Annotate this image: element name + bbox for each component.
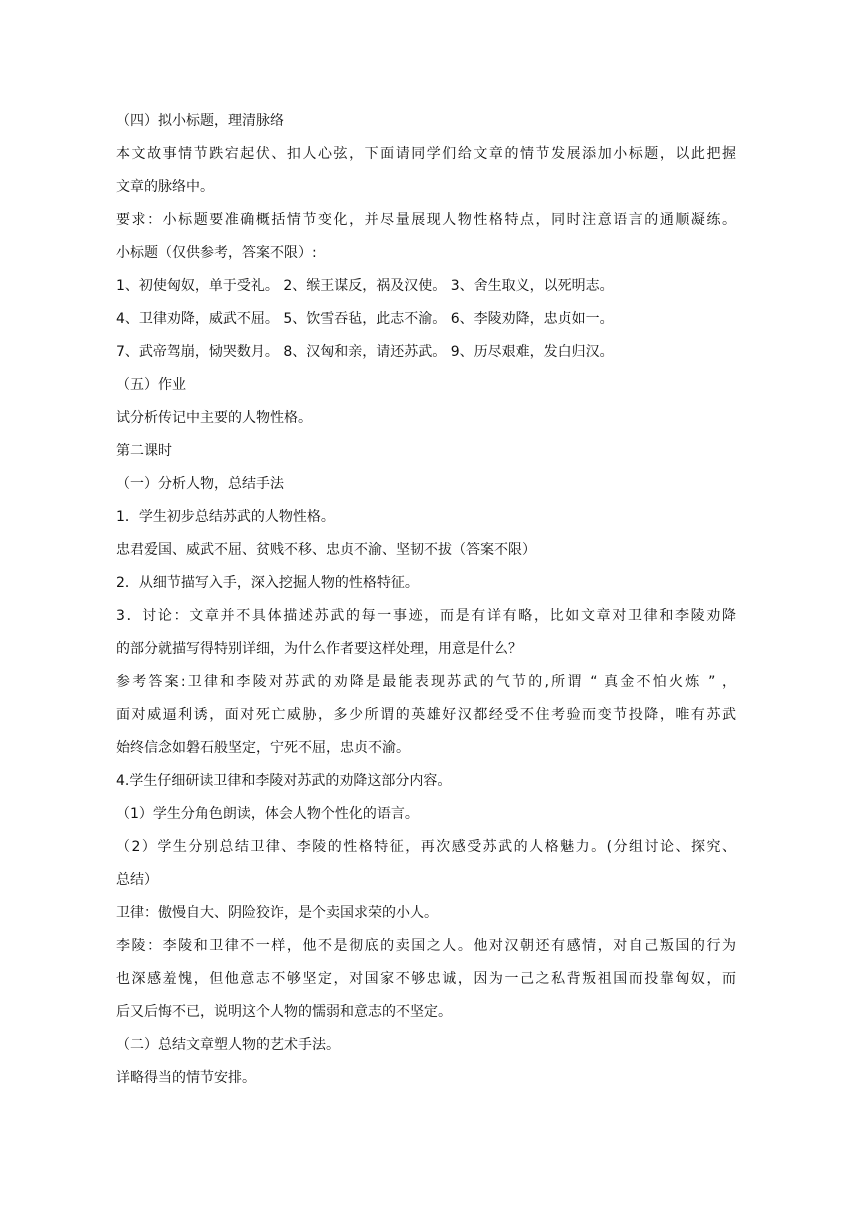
list-item: 1．学生初步总结苏武的人物性格。 bbox=[116, 509, 335, 525]
list-item: 4.学生仔细研读卫律和李陵对苏武的劝降这部分内容。 bbox=[116, 773, 452, 789]
list-item: （1）学生分角色朗读，体会人物个性化的语言。 bbox=[116, 806, 419, 822]
section-heading: 第二课时 bbox=[116, 443, 172, 459]
list-item: 4、卫律劝降，威武不屈。 5、饮雪吞毡，此志不渝。 6、李陵劝降，忠贞如一。 bbox=[116, 311, 614, 327]
paragraph-line: 详略得当的情节安排。 bbox=[116, 1070, 256, 1086]
document-body bbox=[116, 107, 736, 1097]
paragraph-line: 小标题（仅供参考，答案不限）: bbox=[116, 245, 317, 261]
section-heading: （二）总结文章塑人物的艺术手法。 bbox=[116, 1037, 340, 1053]
section-heading: （四）拟小标题，理清脉络 bbox=[116, 113, 284, 129]
list-item: 2．从细节描写入手，深入挖掘人物的性格特征。 bbox=[116, 575, 419, 591]
paragraph-line: 文章的脉络中。 bbox=[116, 179, 214, 195]
paragraph-line: 也深感羞愧，但他意志不够坚定，对国家不够忠诚，因为一己之私背叛祖国而投靠匈奴，而 bbox=[116, 971, 736, 987]
section-heading: （一）分析人物，总结手法 bbox=[116, 476, 284, 492]
paragraph-line: 本文故事情节跌宕起伏、扣人心弦，下面请同学们给文章的情节发展添加小标题，以此把握 bbox=[116, 146, 736, 162]
paragraph-line: 后又后悔不已，说明这个人物的懦弱和意志的不坚定。 bbox=[116, 1004, 452, 1020]
paragraph-line: 参考答案:卫律和李陵对苏武的劝降是最能表现苏武的气节的,所谓 “ 真金不怕火炼 ” ， bbox=[116, 674, 736, 690]
paragraph-line: 面对威逼利诱，面对死亡威胁，多少所谓的英雄好汉都经受不住考验而变节投降，唯有苏武 bbox=[116, 707, 736, 723]
paragraph-line: 李陵：李陵和卫律不一样，他不是彻底的卖国之人。他对汉朝还有感情，对自己叛国的行为 bbox=[116, 938, 736, 954]
paragraph-line: 始终信念如磐石般坚定，宁死不屈，忠贞不渝。 bbox=[116, 740, 410, 756]
list-item: （2）学生分别总结卫律、李陵的性格特征，再次感受苏武的人格魅力。(分组讨论、探究、 bbox=[116, 839, 736, 855]
paragraph-line: 总结） bbox=[116, 872, 158, 888]
paragraph-line: 忠君爱国、威武不屈、贫贱不移、忠贞不渝、坚韧不拔（答案不限） bbox=[116, 542, 536, 558]
paragraph-line: 试分析传记中主要的人物性格。 bbox=[116, 410, 312, 426]
list-item: 3．讨论：文章并不具体描述苏武的每一事迹，而是有详有略，比如文章对卫律和李陵劝降 bbox=[116, 608, 736, 624]
paragraph-line: 卫律：傲慢自大、阴险狡诈，是个卖国求荣的小人。 bbox=[116, 905, 438, 921]
list-item: 7、武帝驾崩，恸哭数月。 8、汉匈和亲，请还苏武。 9、历尽艰难，发白归汉。 bbox=[116, 344, 614, 360]
list-item: 1、初使匈奴，单于受礼。 2、缑王谋反，祸及汉使。 3、舍生取义，以死明志。 bbox=[116, 278, 614, 294]
section-heading: （五）作业 bbox=[116, 377, 186, 393]
paragraph-line: 要求：小标题要准确概括情节变化，并尽量展现人物性格特点，同时注意语言的通顺凝练。 bbox=[116, 212, 736, 228]
paragraph-line: 的部分就描写得特别详细，为什么作者要这样处理，用意是什么？ bbox=[116, 641, 522, 657]
